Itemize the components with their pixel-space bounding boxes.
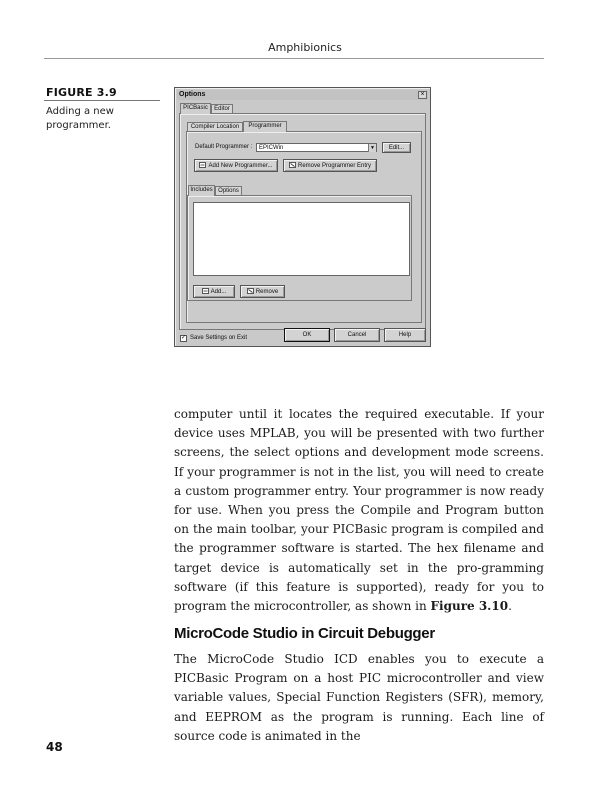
- body-text: [174, 405, 544, 616]
- add-include-icon: [202, 287, 209, 293]
- remove-include-label: Remove: [255, 289, 279, 295]
- paragraph-2: The MicroCode Studio ICD enables you to execute a PICBasic Program on a host PIC microcontroller and view variable values, Special Function Registers (SFR), memory, and EEPROM as the program is running. Each line of source code is animated in the: [174, 652, 544, 743]
- paragraph-1: [174, 405, 544, 616]
- paragraph-1-end: .: [508, 599, 512, 614]
- tab-compiler-location[interactable]: Compiler Location: [187, 122, 243, 132]
- default-programmer-value: EPICWin: [259, 145, 284, 151]
- page-number: 48: [46, 740, 63, 754]
- includes-list[interactable]: [193, 202, 410, 276]
- paragraph-1-text: computer until it locates the required executable. If your device uses MPLAB, you will be presented with two further screens, the select options and development mode screens. If your programmer is not in the list, you will need to create a custom programmer entry. Your programmer is now ready for use. When you press the Compile and Program button on the main toolbar, your PICBasic program is compiled and the programmer software is started. The hex filename and target device is automatically set in the pro-gramming software (if this feature is supported), ready for you to program the microcontroller, as shown in: [174, 407, 544, 614]
- tab-picbasic[interactable]: PICBasic: [180, 103, 211, 114]
- figure-rule: [44, 100, 160, 101]
- remove-include-button[interactable]: [240, 285, 285, 298]
- tab-editor[interactable]: Editor: [211, 104, 233, 114]
- close-icon[interactable]: ×: [418, 91, 427, 99]
- ok-button[interactable]: OK: [284, 328, 330, 342]
- save-settings-label: Save Settings on Exit: [190, 335, 248, 341]
- add-programmer-label: Add New Programmer...: [208, 163, 273, 169]
- body-text-2: [174, 650, 544, 746]
- chevron-down-icon[interactable]: ▼: [368, 144, 376, 152]
- tab-includes[interactable]: Includes: [188, 185, 215, 196]
- dialog-title: Options: [179, 91, 206, 98]
- save-settings-checkbox[interactable]: ✓: [181, 335, 187, 341]
- running-head: Amphibionics: [268, 41, 342, 54]
- add-programmer-icon: [199, 161, 206, 167]
- remove-programmer-label: Remove Programmer Entry: [297, 163, 372, 169]
- figure-caption: Adding a new programmer.: [46, 106, 114, 131]
- default-programmer-label: Default Programmer :: [195, 144, 253, 150]
- remove-include-icon: [247, 287, 254, 293]
- tab-programmer[interactable]: Programmer: [243, 121, 287, 132]
- default-programmer-select[interactable]: [256, 143, 377, 152]
- add-programmer-button[interactable]: [194, 159, 278, 172]
- figure-label: FIGURE 3.9: [46, 86, 117, 99]
- remove-programmer-icon: [289, 161, 296, 167]
- cancel-button[interactable]: Cancel: [334, 328, 380, 342]
- options-dialog: [174, 87, 431, 347]
- section-heading: MicroCode Studio in Circuit Debugger: [174, 625, 435, 642]
- help-button[interactable]: Help: [384, 328, 426, 342]
- dialog-titlebar: [177, 90, 428, 100]
- tab-options[interactable]: Options: [215, 186, 242, 196]
- edit-button[interactable]: Edit...: [382, 142, 411, 153]
- remove-programmer-button[interactable]: [283, 159, 377, 172]
- figure-reference: Figure 3.10: [430, 599, 509, 614]
- add-include-label: Add...: [210, 289, 227, 295]
- add-include-button[interactable]: [193, 285, 235, 298]
- header-rule: [44, 58, 544, 59]
